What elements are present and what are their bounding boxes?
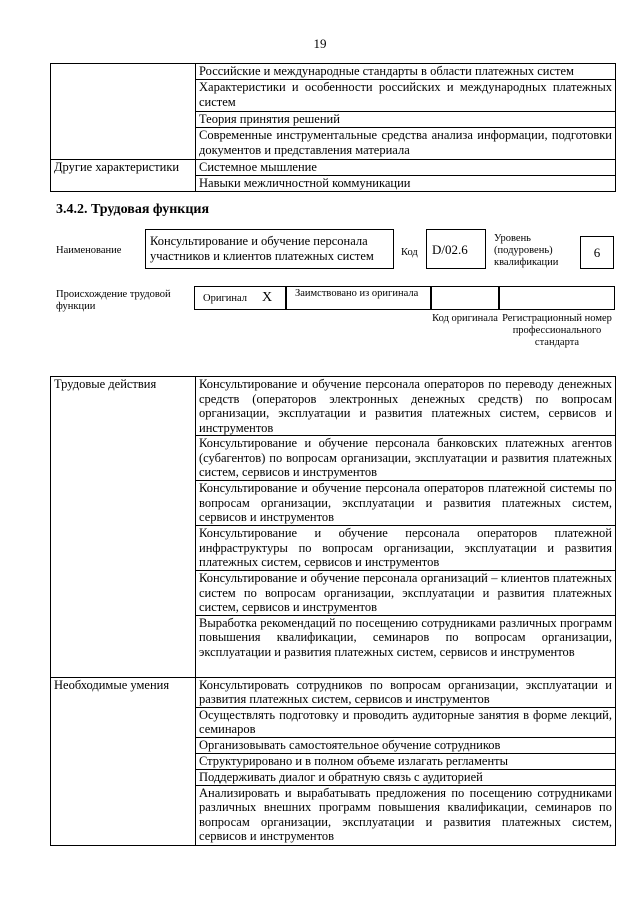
- function-code-box: [426, 229, 486, 269]
- level-value: 6: [593, 245, 601, 260]
- original-label: Оригинал: [203, 293, 247, 304]
- function-name-box: [145, 229, 394, 269]
- borrowed-label: Заимствовано из оригинала: [295, 288, 419, 299]
- original-code-box: [431, 286, 499, 310]
- top-table-item: Системное мышление: [199, 160, 317, 174]
- main-table-item: Консультирование и обучение персонала операторов платежной инфраструктуры по вопросам организации, эксплуатации и развития платежных систем, сервисов и инструментов: [199, 526, 612, 569]
- level-box: [580, 236, 614, 269]
- registration-caption: Регистрационный номер профессионального стандарта: [502, 313, 612, 348]
- main-table-item: Консультирование и обучение персонала организаций – клиентов платежных систем по вопросам организации, эксплуатации и развития платежных систем, сервисов и инструментов: [199, 571, 612, 614]
- top-table-label: Другие характеристики: [54, 160, 180, 174]
- main-table: [50, 376, 616, 846]
- registration-number-box: [499, 286, 615, 310]
- main-table-label: Трудовые действия: [54, 377, 157, 391]
- top-table-item: Российские и международные стандарты в области платежных систем: [199, 64, 574, 78]
- main-table-item: Осуществлять подготовку и проводить аудиторные занятия в форме лекций, семинаров: [199, 707, 612, 736]
- borrowed-box: [286, 286, 431, 310]
- function-name: Консультирование и обучение персонала участников и клиентов платежных систем: [150, 234, 374, 263]
- main-table-item: Консультировать сотрудников по вопросам организации, эксплуатации и развития платежных систем, сервисов и инструментов: [199, 677, 612, 706]
- main-table-label: Необходимые умения: [54, 677, 170, 692]
- top-table-item: Навыки межличностной коммуникации: [199, 176, 411, 190]
- top-table-item: Современные инструментальные средства анализа информации, подготовки документов и представления материала: [199, 128, 612, 157]
- main-table-item: Консультирование и обучение персонала операторов по переводу денежных средств (операторов электронных денежных средств) по вопросам организации, эксплуатации и развития платежных систем, сервисов и инструментов: [199, 377, 612, 435]
- code-label: Код: [401, 247, 418, 258]
- main-table-item: Организовывать самостоятельное обучение сотрудников: [199, 737, 501, 752]
- section-title: 3.4.2. Трудовая функция: [56, 202, 210, 217]
- main-table-item: Выработка рекомендаций по посещению сотрудниками различных программ повышения квалификации, семинаров по вопросам организации, эксплуатации и развития платежных систем, сервисов и инструментов: [199, 615, 612, 659]
- level-label: Уровень (подуровень) квалификации: [494, 233, 559, 268]
- main-table-item: Консультирование и обучение персонала банковских платежных агентов (субагентов) по вопросам организации, эксплуатации и развития платежных систем, сервисов и инструментов: [199, 436, 612, 479]
- name-label: Наименование: [56, 245, 122, 256]
- function-code: D/02.6: [432, 242, 468, 257]
- page-number: 19: [313, 36, 327, 51]
- main-table-item: Консультирование и обучение персонала операторов платежной системы по вопросам организации, эксплуатации и развития платежных систем, сервисов и инструментов: [199, 481, 612, 524]
- top-table-item: Характеристики и особенности российских и международных платежных систем: [199, 80, 612, 109]
- top-table-item: Теория принятия решений: [199, 112, 340, 126]
- main-table-item: Структурировано и в полном объеме излагать регламенты: [199, 753, 508, 768]
- main-table-item: Анализировать и вырабатывать предложения по посещению сотрудниками различных внешних программ повышения квалификации, семинаров по вопросам организации, эксплуатации и развития платежных систем, сервисов и инструментов: [199, 785, 612, 843]
- main-table-item: Поддерживать диалог и обратную связь с аудиторией: [199, 769, 483, 784]
- code-caption: Код оригинала: [432, 313, 498, 324]
- original-mark: X: [262, 290, 273, 305]
- top-table-label-cell: [51, 64, 196, 160]
- original-box: [194, 286, 286, 310]
- origin-label: Происхождение трудовой функции: [56, 289, 171, 312]
- top-table: [50, 63, 616, 192]
